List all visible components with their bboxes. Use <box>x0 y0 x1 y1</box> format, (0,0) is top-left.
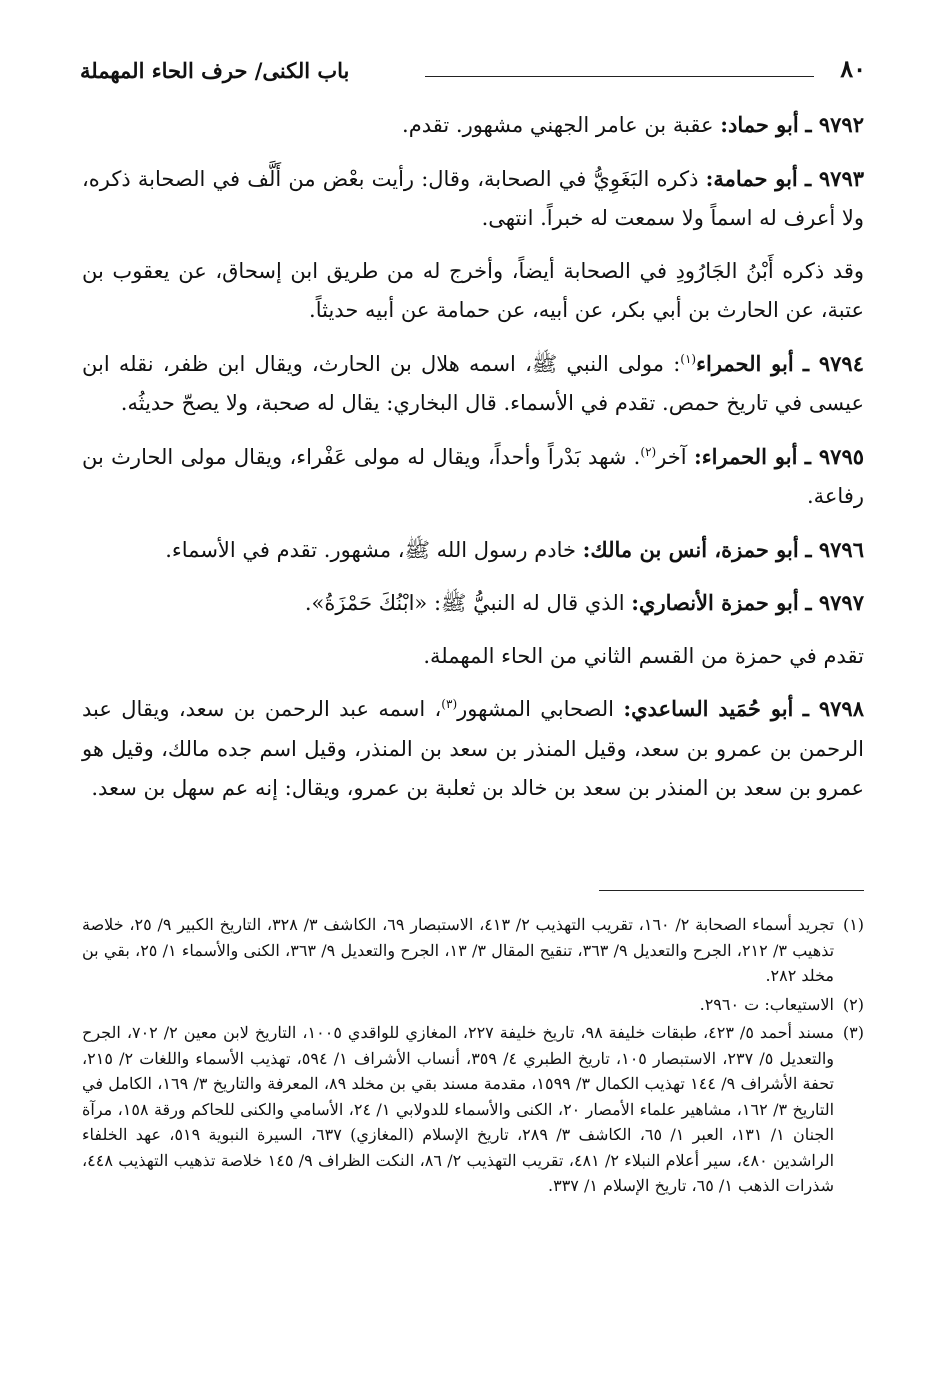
page-number: ٨٠ <box>840 54 866 83</box>
entry-number: ٩٧٩٥ ـ <box>804 443 865 469</box>
footnote-label: (٣) <box>842 1023 864 1042</box>
entry-text-cont: . شهد بَدْراً وأحداً، ويقال له مولى عَفْراء، ويقال مولى الحارث بن رفاعة. <box>82 444 864 508</box>
page-header <box>80 52 866 92</box>
paragraph-text: وقد ذكره أَبْنُ الجَارُودِ في الصحابة أيضاً، وأخرج له من طريق ابن إسحاق، عن يعقوب بن عتبة، عن الحارث بن أبي بكر، عن أبيه، عن حمامة عن أبيه حديثاً. <box>82 258 864 322</box>
footnote-text: الاستيعاب: ت ٢٩٦٠. <box>699 994 834 1014</box>
entry-9793 <box>82 159 864 239</box>
footnote-ref-3[interactable]: (٣) <box>441 697 458 711</box>
entry-number: ٩٧٩٣ ـ <box>804 165 865 191</box>
running-title: باب الكنى/ حرف الحاء المهملة <box>80 58 350 83</box>
entry-heading: أبو الحمراء: <box>693 443 798 469</box>
main-text <box>82 105 864 822</box>
entry-9794 <box>82 344 864 424</box>
entry-heading: أبو حماد: <box>720 112 799 137</box>
entry-number: ٩٧٩٢ ـ <box>805 112 864 137</box>
footnote-text: مسند أحمد ٥/ ٤٢٣، طبقات خليفة ٩٨، تاريخ خليفة ٢٢٧، المغازي للواقدي ١٠٠٥، التاريخ لابن معين ٢/ ٧٠٢، الجرح والتعديل ٥/ ٢٣٧، الاستبصار ١٠٥، تاريخ الطبري ٤/ ٣٥٩، أنساب الأشراف ١/ ٥٩٤، تهذيب الأسماء واللغات ٢/ ٢١٥، تحفة الأشراف ٩/ ١٤٤ تهذيب الكمال ٣/ ١٥٩٩، مقدمة مسند بقي بن مخلد ٨٩، المعرفة والتاريخ ٣/ ١٦٩، الكامل في التاريخ ٣/ ١٦٢، مشاهير علماء الأمصار ٢٠، الكنى والأسماء للدولابي ١/ ٢٤، الأسامي والكنى للحاكم ورقة ١٥٨، مرآة الجنان ١/ ١٣١، العبر ١/ ٦٥، الكاشف ٣/ ٢٨٩، تاريخ الإسلام (المغازي) ٦٣٧، السيرة النبوية ٥١٩، عهد الخلفاء الراشدين ٤٨٠، سير أعلام النبلاء ٢/ ٤٨١، تقريب التهذيب ٢/ ٨٦، النكت الظراف ٩/ ١٤٥ خلاصة تذهيب التهذيب ٤٤٨، شذرات الذهب ١/ ٦٥، تاريخ الإسلام ١/ ٣٣٧. <box>82 1023 835 1195</box>
entry-number: ٩٧٩٨ ـ <box>802 696 864 721</box>
entry-number: ٩٧٩٧ ـ <box>805 590 864 615</box>
footnote-1 <box>82 912 864 989</box>
entry-text-cont: ، اسمه عبد الرحمن بن سعد، ويقال عبد الرحمن بن عمرو بن سعد، وقيل المنذر بن سعد بن المنذر، وقيل اسم جده مالك، وقيل هو عمرو بن سعد بن المنذر بن سعد بن خالد بن ثعلبة بن عمرو، ويقال: إنه عم سهل بن سعد. <box>82 697 864 800</box>
entry-number: ٩٧٩٦ ـ <box>805 536 864 562</box>
paragraph-continuation <box>82 252 864 331</box>
footnote-text: تجريد أسماء الصحابة ٢/ ١٦٠، تقريب التهذيب ٢/ ٤١٣، الاستبصار ٦٩، الكاشف ٣/ ٣٢٨، التاريخ الكبير ٩/ ٢٥، خلاصة تذهيب ٣/ ٢١٢، الجرح والتعديل ٩/ ٣٦٣، تنقيح المقال ٣/ ١٣، الجرح والتعديل ٩/ ٣٦٣، الكنى والأسماء ١/ ٢٥، بقي بن مخلد ٢٨٢. <box>82 915 835 985</box>
entry-text: ذكره البَغَوِيُّ في الصحابة، وقال: رأيت بعْض من أَلَّف في الصحابة ذكره، ولا أعرف له اسماً ولا سمعت له خبراً. انتهى. <box>82 166 864 230</box>
footnote-label: (٢) <box>842 994 864 1014</box>
entry-9792 <box>82 105 864 146</box>
footnote-2 <box>82 992 864 1018</box>
entry-text: الذي قال له النبيُّ ﷺ: «ابْنُكَ حَمْزَةُ». <box>304 591 632 615</box>
entry-heading: أبو الحمراء <box>696 350 794 376</box>
footnote-ref-1[interactable]: (١) <box>680 351 697 366</box>
entry-text: : مولى النبي ﷺ، اسمه هلال بن الحارث، ويقال ابن ظفر، نقله ابن عيسى في تاريخ حمص. تقدم في الأسماء. قال البخاري: يقال له صحبة، ولا يصحّ حديثُه. <box>82 351 864 415</box>
entry-text: آخر <box>656 444 694 469</box>
header-rule <box>425 76 814 77</box>
entry-heading: أبو حمزة الأنصاري: <box>631 590 799 615</box>
paragraph-text: تقدم في حمزة من القسم الثاني من الحاء المهملة. <box>423 643 864 668</box>
footnote-label: (١) <box>842 915 865 934</box>
paragraph-continuation <box>82 637 864 677</box>
footnote-3 <box>82 1020 864 1199</box>
entry-heading: أبو حُمَيد الساعدي: <box>623 696 794 721</box>
entry-9798 <box>82 689 864 809</box>
entry-9795 <box>82 437 864 517</box>
footnotes <box>82 912 864 1202</box>
entry-9797 <box>82 583 864 624</box>
entry-heading: أبو حمزة، أنس بن مالك: <box>582 536 799 562</box>
footnote-separator <box>599 890 864 891</box>
entry-9796 <box>82 530 864 571</box>
entry-text: خادم رسول الله ﷺ، مشهور. تقدم في الأسماء. <box>165 537 583 562</box>
entry-heading: أبو حمامة: <box>705 165 798 191</box>
footnote-ref-2[interactable]: (٢) <box>640 444 657 459</box>
entry-text: عقبة بن عامر الجهني مشهور. تقدم. <box>402 113 721 137</box>
entry-number: ٩٧٩٤ ـ <box>802 350 864 376</box>
entry-text: الصحابي المشهور <box>457 697 624 721</box>
